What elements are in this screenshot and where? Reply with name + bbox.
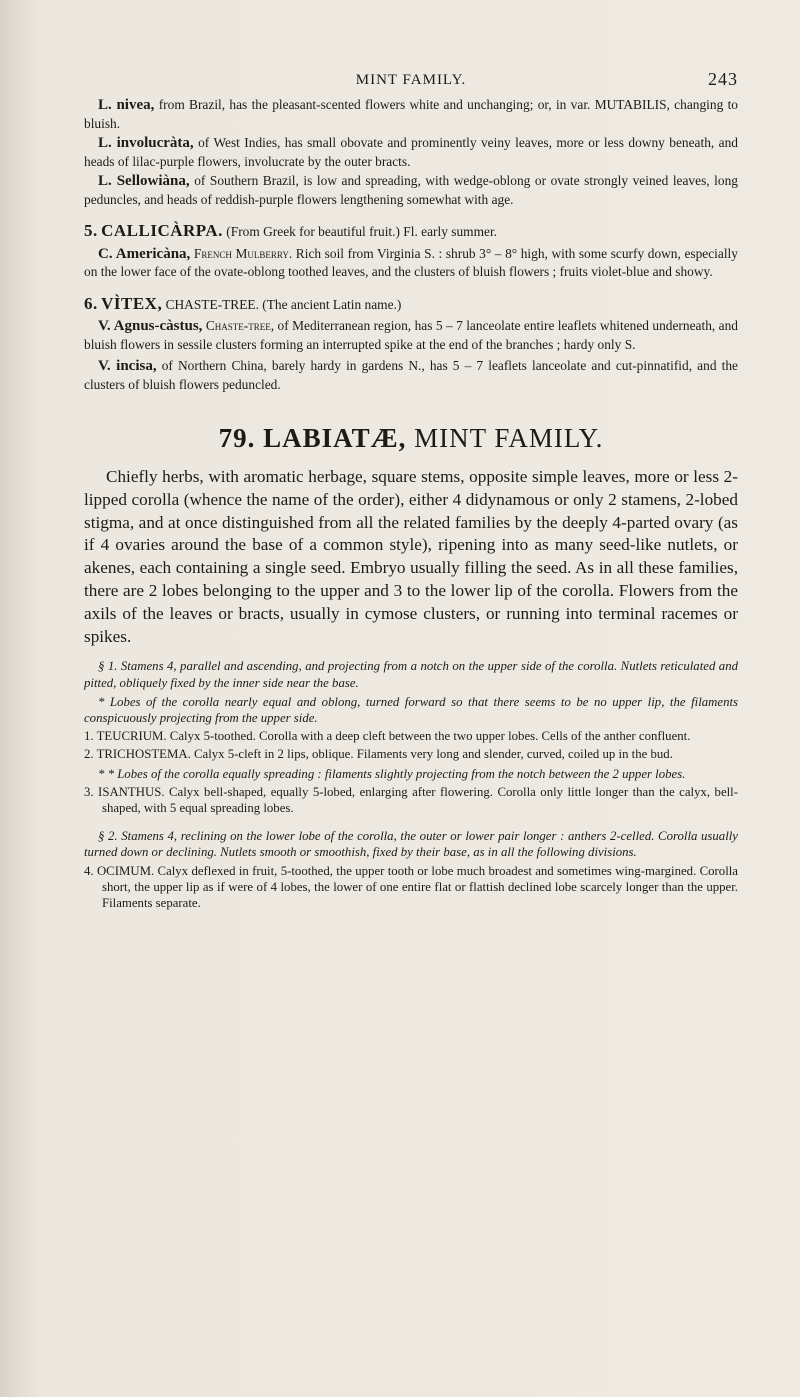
key-section-2 — [84, 828, 738, 860]
key-item-label: 2. TRICHOSTEMA. — [84, 747, 191, 762]
species-text: of Southern Brazil, is low and spreading, with wedge-oblong or ovate strongly veined leaves, long peduncles, and heads of reddish-purple flowers lengthening somewhat with age. — [84, 173, 738, 207]
key-section-text: § 2. Stamens 4, reclining on the lower lobe of the corolla, the outer or lower pair longer : anthers 2-celled. Corolla usually turned down or declining. Nutlets smooth or smoothish, fixed by their base, as in all the following divisions. — [84, 829, 738, 860]
genus-number: 6. — [84, 293, 98, 313]
species-entry-involucrata — [84, 134, 738, 170]
running-title: MINT FAMILY. — [355, 72, 467, 88]
genus-desc: CHASTE-TREE. (The ancient Latin name.) — [165, 296, 402, 312]
species-name: V. Agnus-càstus, — [98, 318, 203, 334]
family-heading-rest: MINT FAMILY. — [414, 423, 604, 453]
species-text: from Brazil, has the pleasant-scented flowers white and unchanging; or, in var. MUTABILIS, changing to bluish. — [84, 97, 738, 131]
species-common-name: Chaste-tree, — [205, 318, 275, 333]
key-subsection-1: * Lobes of the corolla nearly equal and oblong, turned forward so that there seems to be no upper lip, the filaments conspicuously projecting from the upper side. — [84, 694, 738, 725]
key-item-label: 1. TEUCRIUM. — [84, 729, 167, 744]
species-name: L. Sellowiàna, — [98, 173, 190, 189]
family-description: Chiefly herbs, with aromatic herbage, square stems, opposite simple leaves, more or less 2-lipped corolla (whence the name of the order), either 4 didynamous or only 2 stamens, 2-lobed stigma, and at once distinguished from all the related families by the deeply 4-parted ovary (as if 4 ovaries around the base of a common style), ripening into as many seed-like nutlets, or akenes, each containing a single seed. Embryo usually filling the seed. As in all these families, there are 2 lobes belonging to the upper and 3 to the lower lip of the corolla. Flowers from the axils of the leaves or bracts, usually in cymose clusters, or running into terminal racemes or spikes. — [84, 467, 738, 646]
key-section-1 — [84, 658, 738, 690]
species-text: of Mediterranean region, has 5 – 7 lanceolate entire leaflets whitened underneath, and bluish flowers in sessile clusters forming an interrupted spike at the end of the branches ; hardy only S. — [84, 318, 738, 352]
species-name: L. involucràta, — [98, 135, 194, 151]
key-item-text: Calyx 5-toothed. Corolla with a deep cleft between the two upper lobes. Cells of the anther confluent. — [169, 729, 691, 744]
genus-name: VÌTEX, — [101, 293, 163, 313]
species-text: of Northern China, barely hardy in gardens N., has 5 – 7 leaflets lanceolate and cut-pinnatifid, and the clusters of bluish flowers peduncled. — [84, 358, 738, 392]
genus-vitex — [84, 295, 738, 314]
species-entry-nivea — [84, 96, 738, 132]
genus-callicarpa — [84, 222, 738, 241]
key-item-text: Calyx 5-cleft in 2 lips, oblique. Filaments very long and slender, curved, coiled up in the bud. — [193, 747, 673, 762]
key-item-trichostema — [84, 746, 738, 762]
page-number: 243 — [708, 69, 738, 89]
genus-desc: (From Greek for beautiful fruit.) Fl. early summer. — [226, 224, 498, 239]
family-heading — [84, 423, 738, 454]
species-entry-sellowiana — [84, 172, 738, 208]
species-entry-incisa — [84, 357, 738, 393]
species-entry-americana — [84, 245, 738, 281]
family-heading-main: 79. LABIATÆ, — [218, 423, 407, 453]
running-head — [84, 69, 738, 96]
species-text: of West Indies, has small obovate and prominently veiny leaves, more or less downy beneath, and heads of lilac-purple flowers, involucrate by the outer bracts. — [84, 135, 738, 169]
genus-number: 5. — [84, 221, 98, 240]
species-common-name: French Mulberry. — [193, 245, 293, 261]
species-name: V. incisa, — [98, 358, 157, 374]
key-item-text: Calyx deflexed in fruit, 5-toothed, the upper tooth or lobe much broadest and sometimes wing-margined. Corolla short, the upper lip as if were of 4 lobes, the lower of one entire flat or flattish declined lobe scarcely longer than the upper. Filaments separate. — [102, 863, 738, 911]
key-item-isanthus — [84, 784, 738, 816]
key-section-text: § 1. Stamens 4, parallel and ascending, and projecting from a notch on the upper side of the corolla. Nutlets reticulated and pitted, obliquely fixed by the inner side near the base. — [84, 659, 738, 690]
key-item-text: Calyx bell-shaped, equally 5-lobed, enlarging after flowering. Corolla only little longer than the calyx, bell-shaped, with 5 equal spreading lobes. — [102, 784, 738, 815]
genus-name: CALLICÀRPA. — [101, 221, 223, 240]
species-text: Rich soil from Virginia S. : shrub 3° – 8° high, with some scurfy down, especially on the lower face of the ovate-oblong toothed leaves, and the clusters of bluish flowers ; fruits violet-blue and showy. — [84, 245, 738, 279]
key-item-teucrium — [84, 728, 738, 744]
species-name: L. nivea, — [98, 97, 155, 113]
species-name: C. Americàna, — [98, 245, 191, 262]
key-subsection-2: * * Lobes of the corolla equally spreading : filaments slightly projecting from the notch between the 2 upper lobes. — [98, 766, 686, 781]
key-item-label: 3. ISANTHUS. — [84, 784, 165, 799]
key-item-ocimum — [84, 863, 738, 912]
key-item-label: 4. OCIMUM. — [84, 863, 155, 878]
species-entry-agnus-castus — [84, 317, 738, 353]
